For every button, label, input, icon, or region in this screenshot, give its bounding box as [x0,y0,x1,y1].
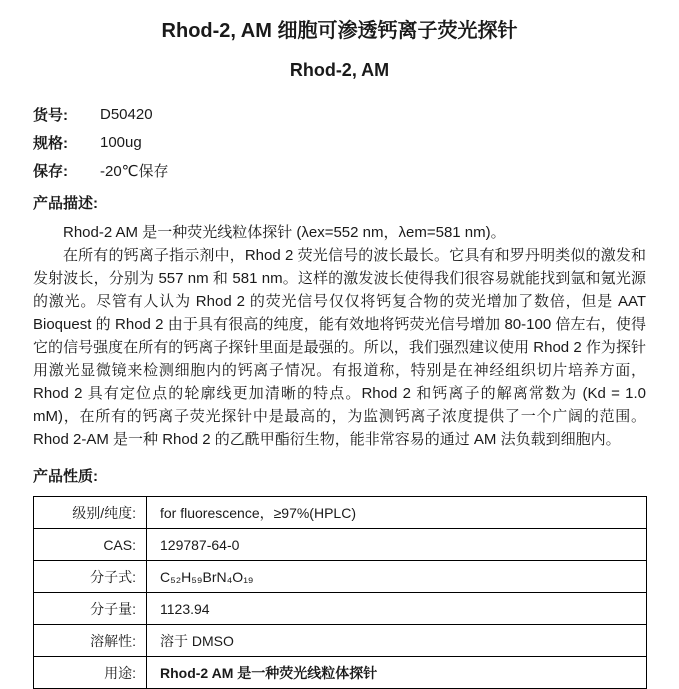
property-row-solubility [34,625,647,657]
property-value-formula: C₅₂H₅₉BrN₄O₁₉ [147,561,647,593]
specification-label: 规格: [33,134,68,152]
property-row-cas [34,529,647,561]
property-label-solubility: 溶解性: [34,625,147,657]
property-value-molweight: 1123.94 [147,593,647,625]
storage-value: -20℃保存 [100,162,169,180]
property-value-cas: 129787-64-0 [147,529,647,561]
specification-value: 100ug [100,133,142,151]
storage-label: 保存: [33,162,68,180]
specification-row [33,128,646,156]
property-label-molweight: 分子量: [34,593,147,625]
property-label-formula: 分子式: [34,561,147,593]
catalog-number-label: 货号: [33,106,68,124]
property-value-usage: Rhod-2 AM 是一种荧光线粒体探针 [147,657,647,689]
property-label-cas: CAS: [34,529,147,561]
product-info-list [33,100,646,184]
property-row-molweight [34,593,647,625]
product-subtitle: Rhod-2, AM [289,60,390,80]
properties-table [33,496,647,689]
property-row-formula [34,561,647,593]
property-row-grade [34,497,647,529]
description-paragraph-1: Rhod-2 AM 是一种荧光线粒体探针 (λex=552 nm，λem=581 nm)。 [63,224,506,241]
property-label-grade: 级别/纯度: [34,497,147,529]
storage-row [33,156,646,184]
product-title: Rhod-2, AM 细胞可渗透钙离子荧光探针 [161,20,518,42]
catalog-number-value: D50420 [100,105,153,123]
description-heading: 产品描述: [33,195,98,212]
description-paragraph-2: 在所有的钙离子指示剂中，Rhod 2 荧光信号的波长最长。它具有和罗丹明类似的激发和发射波长，分别为 557 nm 和 581 nm。这样的激发波长使得我们很容易就能找到氩和氪光源的激光。尽管有人认为 Rhod 2 的荧光信号仅仅将钙复合物的荧光增加了数倍，但是 AAT Bioquest 的 Rhod 2 由于具有很高的纯度，能有效地将钙荧光信号增加 80-100 倍左右，使得它的信号强度在所有的钙离子探针里面是最强的。所以，我们强烈建议使用 Rhod 2 作为探针用激光显微镜来检测细胞内的钙离子情况。有报道称，特别是在神经组织切片培养方面，Rhod 2 具有定位点的轮廓线更加清晰的特点。Rhod 2 和钙离子的解离常数为 (Kd = 1.0 mM)，在所有的钙离子荧光探针中是最高的，为监测钙离子浓度提供了一个广阔的范围。Rhod 2-AM 是一种 Rhod 2 的乙酰甲酯衍生物，能非常容易的通过 AM 法负载到细胞内。 [33,247,646,448]
properties-heading: 产品性质: [33,468,98,485]
property-value-grade: for fluorescence，≥97%(HPLC) [147,497,647,529]
catalog-number-row [33,100,646,128]
property-value-solubility: 溶于 DMSO [147,625,647,657]
property-label-usage: 用途: [34,657,147,689]
property-row-usage [34,657,647,689]
